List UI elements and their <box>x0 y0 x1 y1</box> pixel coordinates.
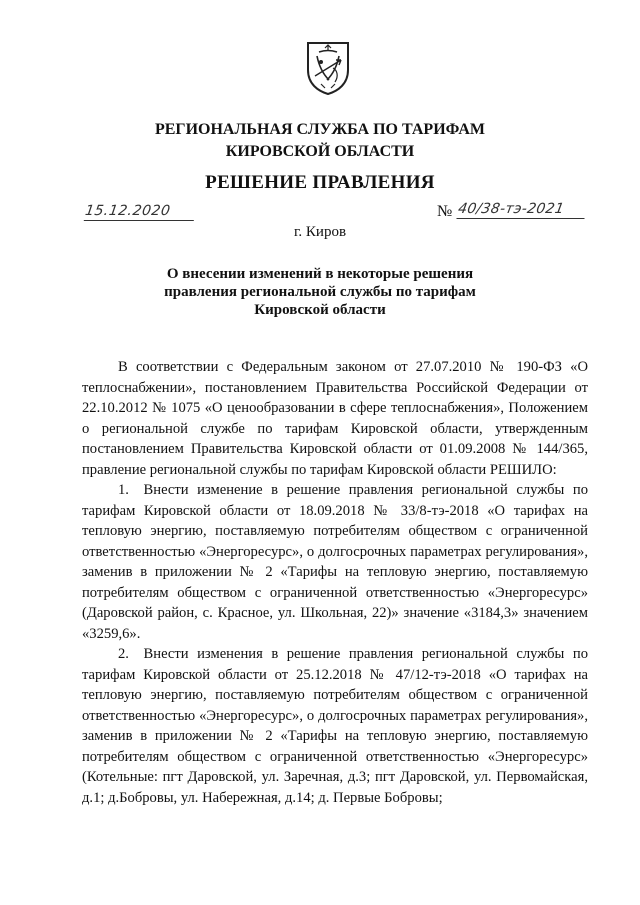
document-title: РЕШЕНИЕ ПРАВЛЕНИЯ <box>205 172 435 193</box>
number-label: № <box>437 203 453 220</box>
document-date: 15.12.2020 <box>84 203 197 221</box>
preamble-paragraph: В соответствии с Федеральным законом от 27.07.2010 № 190-ФЗ «О теплоснабжении», постановлением Правительства Российской Федерации от 22.10.2012 № 1075 «О ценообразовании в сфере теплоснабжения», Положением о региональной службе по тарифам Кировской области, утвержденным постановлением Правительства Кировской области от 01.09.2008 № 144/365, правление региональной службы по тарифам Кировской области РЕШИЛО: <box>82 359 588 478</box>
organization-name-line2: КИРОВСКОЙ ОБЛАСТИ <box>225 143 415 160</box>
subject-line1: О внесении изменений в некоторые решения <box>166 266 474 282</box>
subject-line3: Кировской области <box>254 302 386 318</box>
coat-of-arms-icon <box>305 40 351 96</box>
subject-line2: правления региональной службы по тарифам <box>164 284 476 300</box>
item-1-paragraph: 1. Внести изменение в решение правления региональной службы по тарифам Кировской области от 18.09.2018 № 33/8-тэ-2018 «О тарифах на тепловую энергию, поставляемую потребителям обществом с ограниченной ответственностью «Энергоресурс», о долгосрочных параметрах регулирования», заменив в приложении № 2 «Тарифы на тепловую энергию, поставляемую потребителям обществом с ограниченной ответственностью «Энергоресурс» (Даровской район, с. Красное, ул. Школьная, 22)» значение «3184,3» значением «3259,6». <box>82 482 588 642</box>
document-body <box>82 357 588 808</box>
item-2-paragraph: 2. Внести изменения в решение правления региональной службы по тарифам Кировской области от 25.12.2018 № 47/12-тэ-2018 «О тарифах на тепловую энергию, поставляемую потребителям обществом с ограниченной ответственностью «Энергоресурс», о долгосрочных параметрах регулирования», заменив в приложении № 2 «Тарифы на тепловую энергию, поставляемую потребителям обществом с ограниченной ответственностью «Энергоресурс» (Котельные: пгт Даровской, ул. Заречная, д.3; пгт Даровской, ул. Первомайская, д.1; д.Бобровы, ул. Набережная, д.14; д. Первые Бобровы; <box>82 646 588 806</box>
city: г. Киров <box>293 224 347 240</box>
document-number: 40/38-тэ-2021 <box>456 201 587 219</box>
organization-name-line1: РЕГИОНАЛЬНАЯ СЛУЖБА ПО ТАРИФАМ <box>154 121 486 138</box>
